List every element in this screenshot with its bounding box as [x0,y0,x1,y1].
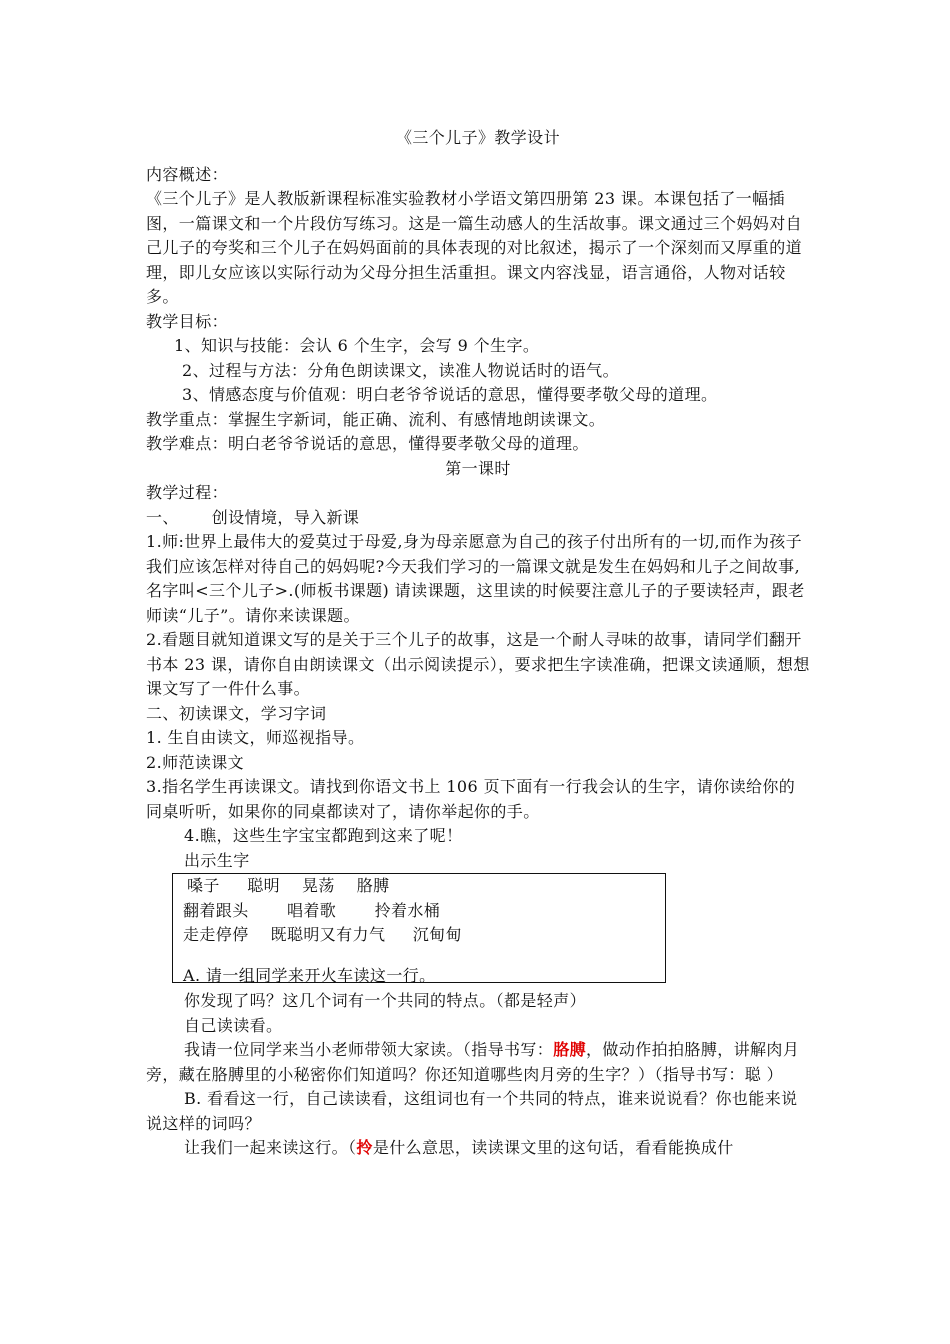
show-words-label: 出示生字 [184,850,250,870]
self-read-line: 自己读读看。 [184,1015,283,1035]
word-row-1: 嗓子 聪明 晃荡 胳膊 [187,876,390,895]
section-1-heading: 一、 创设情境，导入新课 [146,507,360,527]
section-2-line-2: 2.师范读课文 [146,752,245,772]
teach-write-text-b: ，做动作拍拍胳膊，讲解肉月旁，藏在胳膊里的小秘密你们知道吗？你还知道哪些肉月旁的生字？）（指导书写：聪 ） [146,1040,800,1084]
process-heading: 教学过程： [146,483,229,502]
section-1-paragraph-1: 1.师:世界上最伟大的爱莫过于母爱,身为母亲愿意为自己的孩子付出所有的一切,而作为孩子我们应该怎样对待自己的妈妈呢?今天我们学习的一篇课文就是发生在妈妈和儿子之间故事,名字叫<三个儿子>.(师板书课题) 请读课题，这里读的时候要注意儿子的子要读轻声，跟老师读“儿子”。请你来读课题。 [146,532,805,625]
document-title: 《三个儿子》教学设计 [395,128,560,147]
section-2-line-1: 1. 生自由读文，师巡视指导。 [146,728,365,747]
section-2-line-4: 4.瞧，这些生字宝宝都跑到这来了呢！ [184,826,463,845]
section-2-heading: 二、初读课文，学习字词 [146,703,327,723]
task-b-paragraph: B. 看看这一行，自己读读看，这组词也有一个共同的特点，谁来说说看？你也能来说说这样的词吗？ [146,1089,798,1133]
goal-item-3: 3、情感态度与价值观：明白老爷爷说话的意思，懂得要孝敬父母的道理。 [182,385,718,404]
goals-heading: 教学目标： [146,311,229,331]
overview-text: 《三个儿子》是人教版新课程标准实验教材小学语文第四册第 23 课。本课包括了一幅插图，一篇课文和一个片段仿写练习。这是一篇生动感人的生活故事。课文通过三个妈妈对自己儿子的夸奖和三个儿子在妈妈面前的具体表现的对比叙述，揭示了一个深刻而又厚重的道理，即儿女应该以实际行动为父母分担生活重担。课文内容浅显，语言通俗，人物对话较多。 [146,189,803,306]
highlight-word-gebo: 胳膊 [553,1040,587,1059]
word-row-3: 走走停停 既聪明又有力气 沉甸甸 [183,925,462,944]
overview-heading: 内容概述： [146,164,229,184]
key-point: 教学重点：掌握生字新词，能正确、流利、有感情地朗读课文。 [146,409,606,429]
read-together-text-a: 让我们一起来读这行。（ [184,1138,357,1157]
section-1-paragraph-2: 2.看题目就知道课文写的是关于三个儿子的故事，这是一个耐人寻味的故事，请同学们翻开书本 23 课，请你自由朗读课文（出示阅读提示），要求把生字读准确，把课文读通顺，想想课文写了一件什么事。 [146,630,810,698]
document-body [146,126,810,1161]
teach-write-text-a: 我请一位同学来当小老师带领大家读。（指导书写： [184,1040,554,1059]
difficulty: 教学难点：明白老爷爷说话的意思，懂得要孝敬父母的道理。 [146,434,589,453]
read-together-paragraph [146,1136,810,1161]
word-box [172,873,666,983]
lesson-heading: 第一课时 [445,458,511,478]
section-2-line-3: 3.指名学生再读课文。请找到你语文书上 106 页下面有一行我会认的生字，请你读给你的同桌听听，如果你的同桌都读对了，请你举起你的手。 [146,777,796,821]
discover-line: 你发现了吗？这几个词有一个共同的特点。（都是轻声） [184,991,587,1010]
highlight-word-lin: 拎 [356,1138,373,1157]
task-a: A. 请一组同学来开火车读这一行。 [183,965,436,985]
teach-write-paragraph [146,1038,810,1087]
read-together-text-b: 是什么意思，读读课文里的这句话，看看能换成什 [372,1138,734,1157]
word-row-2: 翻着跟头 唱着歌 拎着水桶 [183,900,441,920]
goal-item-2: 2、过程与方法：分角色朗读课文，读准人物说话时的语气。 [182,360,619,380]
goal-item-1: 1、知识与技能：会认 6 个生字，会写 9 个生字。 [174,336,540,355]
